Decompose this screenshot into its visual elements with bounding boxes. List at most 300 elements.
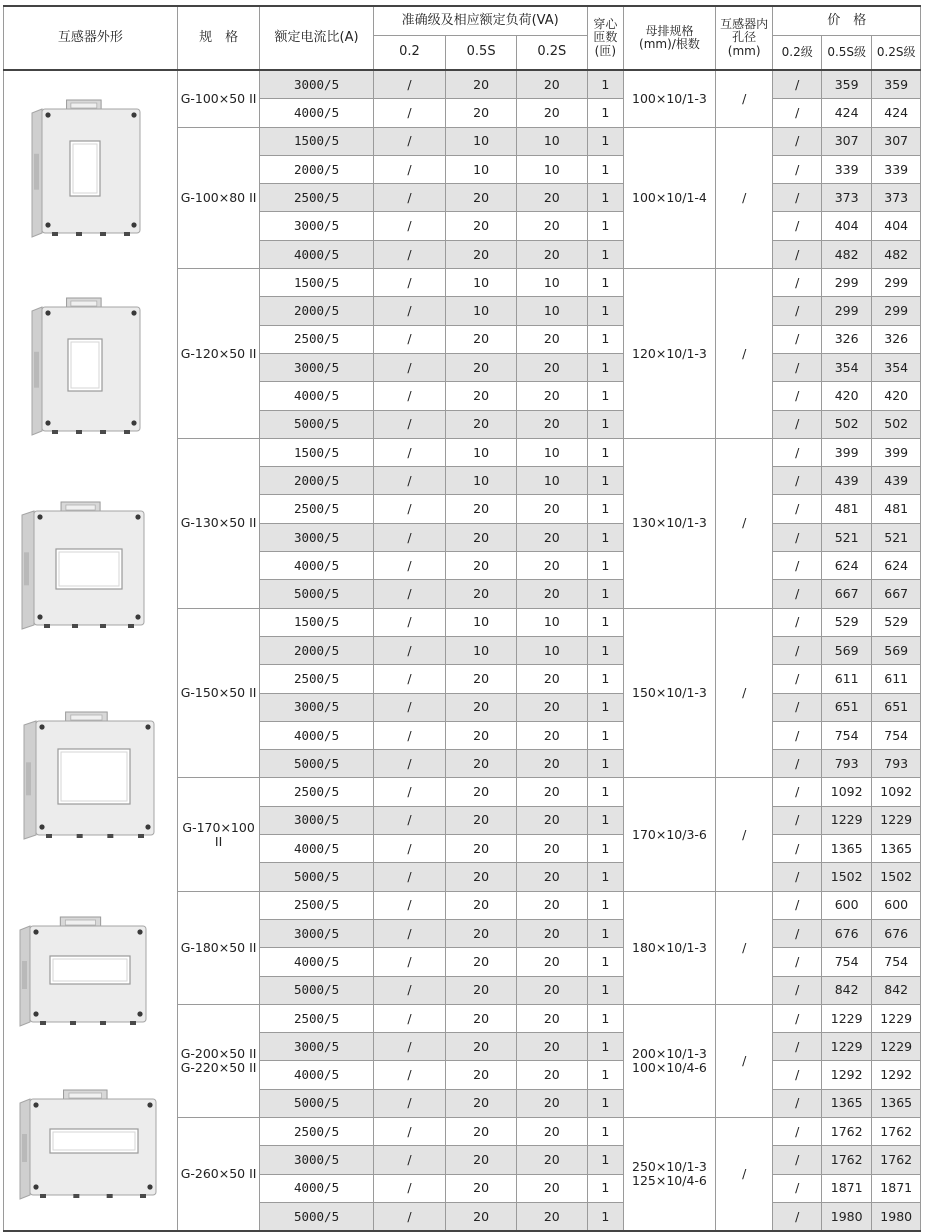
spec-cell: G-100×50 II bbox=[177, 70, 260, 127]
turns-cell: 1 bbox=[587, 353, 623, 381]
accuracy-0-2-cell: / bbox=[373, 495, 446, 523]
accuracy-0-2s-cell: 20 bbox=[516, 184, 587, 212]
accuracy-0-2-cell: / bbox=[373, 721, 446, 749]
price-0-2s-cell: 326 bbox=[872, 325, 921, 353]
accuracy-0-2-cell: / bbox=[373, 1089, 446, 1117]
price-0-5s-cell: 354 bbox=[821, 353, 871, 381]
price-0-5s-cell: 1092 bbox=[821, 778, 871, 806]
turns-cell: 1 bbox=[587, 382, 623, 410]
price-0-2-cell: / bbox=[773, 608, 821, 636]
turns-cell: 1 bbox=[587, 523, 623, 551]
turns-cell: 1 bbox=[587, 127, 623, 155]
price-0-2s-cell: 600 bbox=[872, 891, 921, 919]
turns-cell: 1 bbox=[587, 438, 623, 466]
price-0-2s-cell: 424 bbox=[872, 99, 921, 127]
accuracy-0-2s-cell: 20 bbox=[516, 1061, 587, 1089]
turns-cell: 1 bbox=[587, 410, 623, 438]
header-price-0-5s: 0.5S级 bbox=[821, 36, 871, 71]
price-0-2-cell: / bbox=[773, 127, 821, 155]
accuracy-0-5s-cell: 20 bbox=[446, 1174, 517, 1202]
price-0-2-cell: / bbox=[773, 835, 821, 863]
ratio-cell: 1500/5 bbox=[260, 127, 373, 155]
price-0-5s-cell: 676 bbox=[821, 919, 871, 947]
spec-cell: G-170×100 II bbox=[177, 778, 260, 891]
ratio-cell: 3000/5 bbox=[260, 353, 373, 381]
turns-cell: 1 bbox=[587, 1174, 623, 1202]
accuracy-0-5s-cell: 20 bbox=[446, 1089, 517, 1117]
accuracy-0-2-cell: / bbox=[373, 269, 446, 297]
transformer-photo-170x100-icon bbox=[24, 712, 154, 839]
price-0-2-cell: / bbox=[773, 155, 821, 183]
accuracy-0-2s-cell: 20 bbox=[516, 1117, 587, 1145]
accuracy-0-2-cell: / bbox=[373, 325, 446, 353]
price-0-2s-cell: 404 bbox=[872, 212, 921, 240]
accuracy-0-5s-cell: 20 bbox=[446, 1146, 517, 1174]
header-price-0-2s: 0.2S级 bbox=[872, 36, 921, 71]
price-0-2s-cell: 754 bbox=[872, 721, 921, 749]
ratio-cell: 4000/5 bbox=[260, 240, 373, 268]
price-0-5s-cell: 482 bbox=[821, 240, 871, 268]
price-0-2-cell: / bbox=[773, 806, 821, 834]
ratio-cell: 2500/5 bbox=[260, 184, 373, 212]
turns-cell: 1 bbox=[587, 1117, 623, 1145]
ratio-cell: 5000/5 bbox=[260, 976, 373, 1004]
transformer-photo-120x50-icon bbox=[32, 298, 140, 435]
transformer-photo-260x50-icon bbox=[20, 1090, 156, 1199]
bore-cell: / bbox=[715, 438, 773, 608]
accuracy-0-5s-cell: 20 bbox=[446, 919, 517, 947]
ratio-cell: 3000/5 bbox=[260, 919, 373, 947]
price-0-5s-cell: 667 bbox=[821, 580, 871, 608]
turns-cell: 1 bbox=[587, 976, 623, 1004]
busbar-cell: 120×10/1-3 bbox=[624, 269, 716, 439]
turns-cell: 1 bbox=[587, 891, 623, 919]
turns-cell: 1 bbox=[587, 269, 623, 297]
price-0-5s-cell: 399 bbox=[821, 438, 871, 466]
ratio-cell: 4000/5 bbox=[260, 1061, 373, 1089]
header-bore: 互感器内 孔径(mm) bbox=[715, 6, 773, 70]
price-0-5s-cell: 1229 bbox=[821, 806, 871, 834]
accuracy-0-5s-cell: 20 bbox=[446, 806, 517, 834]
accuracy-0-2-cell: / bbox=[373, 1033, 446, 1061]
accuracy-0-5s-cell: 20 bbox=[446, 863, 517, 891]
accuracy-0-5s-cell: 20 bbox=[446, 835, 517, 863]
accuracy-0-5s-cell: 20 bbox=[446, 1202, 517, 1231]
header-turns: 穿心 匝数 (匝) bbox=[587, 6, 623, 70]
accuracy-0-2-cell: / bbox=[373, 410, 446, 438]
price-0-2s-cell: 307 bbox=[872, 127, 921, 155]
accuracy-0-5s-cell: 20 bbox=[446, 580, 517, 608]
accuracy-0-5s-cell: 20 bbox=[446, 778, 517, 806]
ratio-cell: 1500/5 bbox=[260, 269, 373, 297]
busbar-cell: 150×10/1-3 bbox=[624, 608, 716, 778]
accuracy-0-5s-cell: 20 bbox=[446, 184, 517, 212]
price-0-2-cell: / bbox=[773, 948, 821, 976]
accuracy-0-5s-cell: 20 bbox=[446, 693, 517, 721]
ratio-cell: 4000/5 bbox=[260, 721, 373, 749]
busbar-cell: 100×10/1-4 bbox=[624, 127, 716, 268]
price-0-2s-cell: 354 bbox=[872, 353, 921, 381]
accuracy-0-2s-cell: 20 bbox=[516, 552, 587, 580]
price-0-2-cell: / bbox=[773, 552, 821, 580]
price-0-5s-cell: 339 bbox=[821, 155, 871, 183]
price-0-5s-cell: 481 bbox=[821, 495, 871, 523]
price-0-5s-cell: 439 bbox=[821, 467, 871, 495]
accuracy-0-2s-cell: 20 bbox=[516, 410, 587, 438]
accuracy-0-2-cell: / bbox=[373, 1117, 446, 1145]
price-0-2s-cell: 651 bbox=[872, 693, 921, 721]
turns-cell: 1 bbox=[587, 693, 623, 721]
price-0-5s-cell: 754 bbox=[821, 948, 871, 976]
ratio-cell: 3000/5 bbox=[260, 806, 373, 834]
price-0-2-cell: / bbox=[773, 382, 821, 410]
turns-cell: 1 bbox=[587, 778, 623, 806]
turns-cell: 1 bbox=[587, 919, 623, 947]
accuracy-0-5s-cell: 10 bbox=[446, 127, 517, 155]
accuracy-0-5s-cell: 10 bbox=[446, 269, 517, 297]
ratio-cell: 3000/5 bbox=[260, 523, 373, 551]
turns-cell: 1 bbox=[587, 1061, 623, 1089]
accuracy-0-5s-cell: 10 bbox=[446, 155, 517, 183]
table-header bbox=[4, 6, 921, 70]
accuracy-0-2s-cell: 20 bbox=[516, 212, 587, 240]
price-0-5s-cell: 1502 bbox=[821, 863, 871, 891]
accuracy-0-2s-cell: 10 bbox=[516, 269, 587, 297]
accuracy-0-5s-cell: 20 bbox=[446, 721, 517, 749]
ratio-cell: 2500/5 bbox=[260, 325, 373, 353]
ratio-cell: 4000/5 bbox=[260, 948, 373, 976]
ratio-cell: 2000/5 bbox=[260, 297, 373, 325]
price-0-2-cell: / bbox=[773, 410, 821, 438]
price-0-5s-cell: 1980 bbox=[821, 1202, 871, 1231]
accuracy-0-2s-cell: 20 bbox=[516, 1202, 587, 1231]
accuracy-0-2s-cell: 10 bbox=[516, 467, 587, 495]
price-0-2s-cell: 842 bbox=[872, 976, 921, 1004]
turns-cell: 1 bbox=[587, 665, 623, 693]
price-0-2s-cell: 1092 bbox=[872, 778, 921, 806]
price-0-2s-cell: 1229 bbox=[872, 806, 921, 834]
accuracy-0-2s-cell: 20 bbox=[516, 1089, 587, 1117]
price-0-2-cell: / bbox=[773, 297, 821, 325]
accuracy-0-2-cell: / bbox=[373, 636, 446, 664]
accuracy-0-2s-cell: 20 bbox=[516, 891, 587, 919]
busbar-cell: 170×10/3-6 bbox=[624, 778, 716, 891]
bore-cell: / bbox=[715, 891, 773, 1004]
accuracy-0-2-cell: / bbox=[373, 835, 446, 863]
spec-cell: G-130×50 II bbox=[177, 438, 260, 608]
price-0-5s-cell: 1229 bbox=[821, 1033, 871, 1061]
accuracy-0-2s-cell: 20 bbox=[516, 1033, 587, 1061]
price-0-2s-cell: 754 bbox=[872, 948, 921, 976]
accuracy-0-2-cell: / bbox=[373, 297, 446, 325]
accuracy-0-5s-cell: 10 bbox=[446, 467, 517, 495]
accuracy-0-2s-cell: 20 bbox=[516, 948, 587, 976]
accuracy-0-5s-cell: 20 bbox=[446, 212, 517, 240]
turns-cell: 1 bbox=[587, 721, 623, 749]
price-0-5s-cell: 600 bbox=[821, 891, 871, 919]
bore-cell: / bbox=[715, 127, 773, 268]
price-0-2-cell: / bbox=[773, 240, 821, 268]
accuracy-0-2s-cell: 10 bbox=[516, 438, 587, 466]
header-price-group: 价 格 bbox=[773, 6, 921, 36]
accuracy-0-2-cell: / bbox=[373, 1174, 446, 1202]
spec-cell: G-180×50 II bbox=[177, 891, 260, 1004]
accuracy-0-5s-cell: 20 bbox=[446, 70, 517, 99]
turns-cell: 1 bbox=[587, 99, 623, 127]
price-0-5s-cell: 1762 bbox=[821, 1117, 871, 1145]
ratio-cell: 2000/5 bbox=[260, 155, 373, 183]
accuracy-0-2-cell: / bbox=[373, 552, 446, 580]
ratio-cell: 2500/5 bbox=[260, 665, 373, 693]
price-0-2-cell: / bbox=[773, 919, 821, 947]
price-0-5s-cell: 299 bbox=[821, 297, 871, 325]
price-0-5s-cell: 624 bbox=[821, 552, 871, 580]
turns-cell: 1 bbox=[587, 1146, 623, 1174]
accuracy-0-2s-cell: 10 bbox=[516, 636, 587, 664]
accuracy-0-2-cell: / bbox=[373, 382, 446, 410]
price-0-2-cell: / bbox=[773, 1146, 821, 1174]
accuracy-0-2-cell: / bbox=[373, 863, 446, 891]
accuracy-0-2-cell: / bbox=[373, 750, 446, 778]
turns-cell: 1 bbox=[587, 1202, 623, 1231]
turns-cell: 1 bbox=[587, 580, 623, 608]
price-0-2-cell: / bbox=[773, 325, 821, 353]
price-0-2s-cell: 1365 bbox=[872, 835, 921, 863]
accuracy-0-2-cell: / bbox=[373, 99, 446, 127]
busbar-cell: 130×10/1-3 bbox=[624, 438, 716, 608]
accuracy-0-2s-cell: 10 bbox=[516, 608, 587, 636]
price-0-2-cell: / bbox=[773, 580, 821, 608]
accuracy-0-5s-cell: 20 bbox=[446, 665, 517, 693]
price-0-2s-cell: 521 bbox=[872, 523, 921, 551]
price-0-2-cell: / bbox=[773, 353, 821, 381]
accuracy-0-2s-cell: 20 bbox=[516, 919, 587, 947]
accuracy-0-2-cell: / bbox=[373, 1146, 446, 1174]
ratio-cell: 2500/5 bbox=[260, 1004, 373, 1032]
ratio-cell: 4000/5 bbox=[260, 835, 373, 863]
ratio-cell: 5000/5 bbox=[260, 410, 373, 438]
price-0-5s-cell: 754 bbox=[821, 721, 871, 749]
accuracy-0-2s-cell: 10 bbox=[516, 127, 587, 155]
price-0-2-cell: / bbox=[773, 523, 821, 551]
accuracy-0-5s-cell: 10 bbox=[446, 438, 517, 466]
accuracy-0-2-cell: / bbox=[373, 976, 446, 1004]
price-0-2s-cell: 420 bbox=[872, 382, 921, 410]
turns-cell: 1 bbox=[587, 155, 623, 183]
busbar-cell: 100×10/1-3 bbox=[624, 70, 716, 127]
price-0-2s-cell: 299 bbox=[872, 297, 921, 325]
price-0-2-cell: / bbox=[773, 665, 821, 693]
transformer-spec-table bbox=[3, 5, 921, 1232]
accuracy-0-2-cell: / bbox=[373, 608, 446, 636]
transformer-photo-130x50-icon bbox=[22, 502, 144, 629]
price-0-2-cell: / bbox=[773, 184, 821, 212]
accuracy-0-2-cell: / bbox=[373, 665, 446, 693]
price-0-2-cell: / bbox=[773, 636, 821, 664]
product-photos bbox=[4, 71, 174, 1221]
price-0-2s-cell: 439 bbox=[872, 467, 921, 495]
accuracy-0-2s-cell: 20 bbox=[516, 778, 587, 806]
price-0-5s-cell: 529 bbox=[821, 608, 871, 636]
ratio-cell: 2500/5 bbox=[260, 495, 373, 523]
price-0-2s-cell: 481 bbox=[872, 495, 921, 523]
price-0-2s-cell: 676 bbox=[872, 919, 921, 947]
price-0-5s-cell: 326 bbox=[821, 325, 871, 353]
price-0-5s-cell: 569 bbox=[821, 636, 871, 664]
accuracy-0-2s-cell: 20 bbox=[516, 1004, 587, 1032]
ratio-cell: 3000/5 bbox=[260, 693, 373, 721]
price-0-2-cell: / bbox=[773, 269, 821, 297]
accuracy-0-2-cell: / bbox=[373, 438, 446, 466]
turns-cell: 1 bbox=[587, 467, 623, 495]
price-0-2-cell: / bbox=[773, 863, 821, 891]
accuracy-0-5s-cell: 10 bbox=[446, 636, 517, 664]
spec-cell: G-120×50 II bbox=[177, 269, 260, 439]
accuracy-0-5s-cell: 20 bbox=[446, 240, 517, 268]
turns-cell: 1 bbox=[587, 835, 623, 863]
accuracy-0-2s-cell: 20 bbox=[516, 863, 587, 891]
price-0-2s-cell: 529 bbox=[872, 608, 921, 636]
spec-cell: G-200×50 II G-220×50 II bbox=[177, 1004, 260, 1117]
transformer-photo-180x50-icon bbox=[20, 917, 146, 1026]
turns-cell: 1 bbox=[587, 552, 623, 580]
price-0-2s-cell: 482 bbox=[872, 240, 921, 268]
turns-cell: 1 bbox=[587, 1089, 623, 1117]
price-0-5s-cell: 307 bbox=[821, 127, 871, 155]
price-0-2-cell: / bbox=[773, 1089, 821, 1117]
price-0-2-cell: / bbox=[773, 750, 821, 778]
accuracy-0-2-cell: / bbox=[373, 1061, 446, 1089]
accuracy-0-2s-cell: 20 bbox=[516, 665, 587, 693]
accuracy-0-2s-cell: 20 bbox=[516, 1146, 587, 1174]
accuracy-0-2-cell: / bbox=[373, 212, 446, 240]
price-0-2s-cell: 502 bbox=[872, 410, 921, 438]
price-0-2s-cell: 339 bbox=[872, 155, 921, 183]
table-row bbox=[4, 70, 921, 99]
accuracy-0-5s-cell: 20 bbox=[446, 1004, 517, 1032]
price-0-5s-cell: 1762 bbox=[821, 1146, 871, 1174]
accuracy-0-5s-cell: 20 bbox=[446, 948, 517, 976]
spec-cell: G-260×50 II bbox=[177, 1117, 260, 1231]
price-0-2s-cell: 1980 bbox=[872, 1202, 921, 1231]
turns-cell: 1 bbox=[587, 750, 623, 778]
price-0-5s-cell: 793 bbox=[821, 750, 871, 778]
spec-cell: G-100×80 II bbox=[177, 127, 260, 268]
accuracy-0-5s-cell: 20 bbox=[446, 891, 517, 919]
turns-cell: 1 bbox=[587, 948, 623, 976]
accuracy-0-2-cell: / bbox=[373, 948, 446, 976]
ratio-cell: 3000/5 bbox=[260, 1146, 373, 1174]
accuracy-0-2s-cell: 20 bbox=[516, 495, 587, 523]
ratio-cell: 5000/5 bbox=[260, 750, 373, 778]
accuracy-0-2s-cell: 10 bbox=[516, 155, 587, 183]
price-0-5s-cell: 1292 bbox=[821, 1061, 871, 1089]
turns-cell: 1 bbox=[587, 325, 623, 353]
ratio-cell: 1500/5 bbox=[260, 438, 373, 466]
bore-cell: / bbox=[715, 269, 773, 439]
price-0-2s-cell: 1762 bbox=[872, 1117, 921, 1145]
accuracy-0-2-cell: / bbox=[373, 184, 446, 212]
price-0-2-cell: / bbox=[773, 438, 821, 466]
price-0-2-cell: / bbox=[773, 212, 821, 240]
accuracy-0-2-cell: / bbox=[373, 891, 446, 919]
header-shape: 互感器外形 bbox=[4, 6, 178, 70]
accuracy-0-2s-cell: 20 bbox=[516, 693, 587, 721]
ratio-cell: 3000/5 bbox=[260, 212, 373, 240]
ratio-cell: 4000/5 bbox=[260, 1174, 373, 1202]
bore-cell: / bbox=[715, 608, 773, 778]
price-0-2s-cell: 1762 bbox=[872, 1146, 921, 1174]
turns-cell: 1 bbox=[587, 806, 623, 834]
ratio-cell: 2500/5 bbox=[260, 1117, 373, 1145]
table-body bbox=[4, 70, 921, 1231]
ratio-cell: 5000/5 bbox=[260, 1202, 373, 1231]
price-0-2-cell: / bbox=[773, 1004, 821, 1032]
price-0-2s-cell: 611 bbox=[872, 665, 921, 693]
accuracy-0-2s-cell: 20 bbox=[516, 382, 587, 410]
price-0-5s-cell: 1365 bbox=[821, 835, 871, 863]
price-0-2s-cell: 624 bbox=[872, 552, 921, 580]
price-0-5s-cell: 1871 bbox=[821, 1174, 871, 1202]
accuracy-0-2-cell: / bbox=[373, 580, 446, 608]
price-0-2-cell: / bbox=[773, 778, 821, 806]
ratio-cell: 4000/5 bbox=[260, 382, 373, 410]
accuracy-0-5s-cell: 20 bbox=[446, 353, 517, 381]
accuracy-0-5s-cell: 20 bbox=[446, 495, 517, 523]
ratio-cell: 3000/5 bbox=[260, 70, 373, 99]
price-0-2s-cell: 299 bbox=[872, 269, 921, 297]
ratio-cell: 3000/5 bbox=[260, 1033, 373, 1061]
accuracy-0-2-cell: / bbox=[373, 919, 446, 947]
price-0-2-cell: / bbox=[773, 99, 821, 127]
accuracy-0-2-cell: / bbox=[373, 806, 446, 834]
price-0-2s-cell: 1229 bbox=[872, 1033, 921, 1061]
price-0-2s-cell: 1292 bbox=[872, 1061, 921, 1089]
accuracy-0-5s-cell: 10 bbox=[446, 297, 517, 325]
bore-cell: / bbox=[715, 1117, 773, 1231]
price-0-2-cell: / bbox=[773, 495, 821, 523]
price-0-2s-cell: 359 bbox=[872, 70, 921, 99]
accuracy-0-2s-cell: 20 bbox=[516, 806, 587, 834]
price-0-2s-cell: 793 bbox=[872, 750, 921, 778]
price-0-2s-cell: 1502 bbox=[872, 863, 921, 891]
accuracy-0-5s-cell: 20 bbox=[446, 1117, 517, 1145]
price-0-5s-cell: 424 bbox=[821, 99, 871, 127]
bore-cell: / bbox=[715, 1004, 773, 1117]
price-0-2s-cell: 1365 bbox=[872, 1089, 921, 1117]
accuracy-0-5s-cell: 20 bbox=[446, 99, 517, 127]
accuracy-0-2-cell: / bbox=[373, 127, 446, 155]
header-ratio: 额定电流比(A) bbox=[260, 6, 373, 70]
accuracy-0-5s-cell: 20 bbox=[446, 1061, 517, 1089]
header-price-0-2: 0.2级 bbox=[773, 36, 821, 71]
accuracy-0-2s-cell: 20 bbox=[516, 70, 587, 99]
price-0-5s-cell: 373 bbox=[821, 184, 871, 212]
accuracy-0-2s-cell: 20 bbox=[516, 835, 587, 863]
accuracy-0-5s-cell: 20 bbox=[446, 382, 517, 410]
price-0-5s-cell: 651 bbox=[821, 693, 871, 721]
price-0-2-cell: / bbox=[773, 1033, 821, 1061]
accuracy-0-5s-cell: 20 bbox=[446, 325, 517, 353]
busbar-cell: 200×10/1-3 100×10/4-6 bbox=[624, 1004, 716, 1117]
transformer-photo-100x80-icon bbox=[32, 100, 140, 237]
accuracy-0-2-cell: / bbox=[373, 240, 446, 268]
accuracy-0-2s-cell: 20 bbox=[516, 750, 587, 778]
price-0-2s-cell: 667 bbox=[872, 580, 921, 608]
ratio-cell: 2500/5 bbox=[260, 778, 373, 806]
accuracy-0-5s-cell: 10 bbox=[446, 608, 517, 636]
price-0-5s-cell: 521 bbox=[821, 523, 871, 551]
